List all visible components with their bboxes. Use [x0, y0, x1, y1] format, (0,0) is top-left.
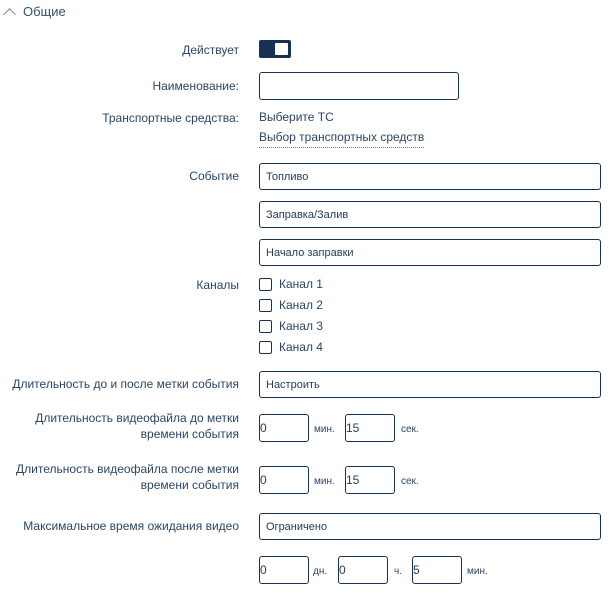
wait-mode-select[interactable]: Ограничено [259, 513, 601, 540]
after-minutes-input[interactable] [259, 466, 309, 494]
wait-minutes-input[interactable] [412, 556, 462, 584]
channel-4-checkbox[interactable] [259, 341, 272, 354]
before-minutes-input[interactable] [259, 414, 309, 442]
wait-days-unit: дн. [313, 566, 328, 577]
section-header-general[interactable] [2, 4, 66, 19]
after-seconds-unit: сек. [401, 476, 419, 487]
channel-3-label: Канал 3 [279, 319, 323, 333]
name-label: Наименование: [152, 79, 239, 93]
after-label-line2: времени события [140, 478, 239, 492]
before-label-line2: времени события [140, 427, 239, 441]
name-input[interactable] [259, 72, 459, 100]
channel-2-checkbox-row[interactable] [259, 298, 323, 312]
channel-1-checkbox-row[interactable] [259, 277, 323, 291]
wait-label: Максимальное время ожидания видео [23, 519, 239, 533]
before-seconds-unit: сек. [401, 424, 419, 435]
wait-minutes-unit: мин. [467, 566, 488, 577]
vehicles-value: Выберите ТС [259, 110, 334, 124]
after-minutes-unit: мин. [314, 476, 335, 487]
active-toggle[interactable] [259, 40, 291, 58]
channel-1-label: Канал 1 [279, 277, 323, 291]
toggle-knob [275, 43, 288, 55]
before-minutes-unit: мин. [314, 424, 335, 435]
channel-3-checkbox[interactable] [259, 320, 272, 333]
wait-hours-unit: ч. [394, 566, 402, 577]
vehicles-label: Транспортные средства: [102, 111, 239, 125]
section-title: Общие [23, 4, 66, 19]
wait-days-input[interactable] [259, 556, 309, 584]
before-seconds-input[interactable] [345, 414, 395, 442]
wait-hours-input[interactable] [338, 556, 388, 584]
select-vehicles-link[interactable]: Выбор транспортных средств [259, 130, 424, 148]
channel-4-checkbox-row[interactable] [259, 340, 323, 354]
active-label: Действует [182, 43, 239, 57]
channel-2-checkbox[interactable] [259, 299, 272, 312]
event-subtype-select[interactable]: Заправка/Залив [259, 201, 601, 228]
event-trigger-select[interactable]: Начало заправки [259, 239, 601, 266]
channels-label: Каналы [196, 278, 239, 292]
channel-3-checkbox-row[interactable] [259, 319, 323, 333]
duration-select[interactable]: Настроить [259, 371, 601, 398]
channel-1-checkbox[interactable] [259, 278, 272, 291]
channel-4-label: Канал 4 [279, 340, 323, 354]
event-type-select[interactable]: Топливо [259, 163, 601, 190]
before-label-line1: Длительность видеофайла до метки [35, 411, 239, 425]
after-label-line1: Длительность видеофайла после метки [16, 462, 239, 476]
after-seconds-input[interactable] [345, 466, 395, 494]
duration-label: Длительность до и после метки события [12, 377, 239, 391]
event-label: Событие [189, 169, 239, 183]
channel-2-label: Канал 2 [279, 298, 323, 312]
chevron-up-icon [3, 8, 16, 21]
